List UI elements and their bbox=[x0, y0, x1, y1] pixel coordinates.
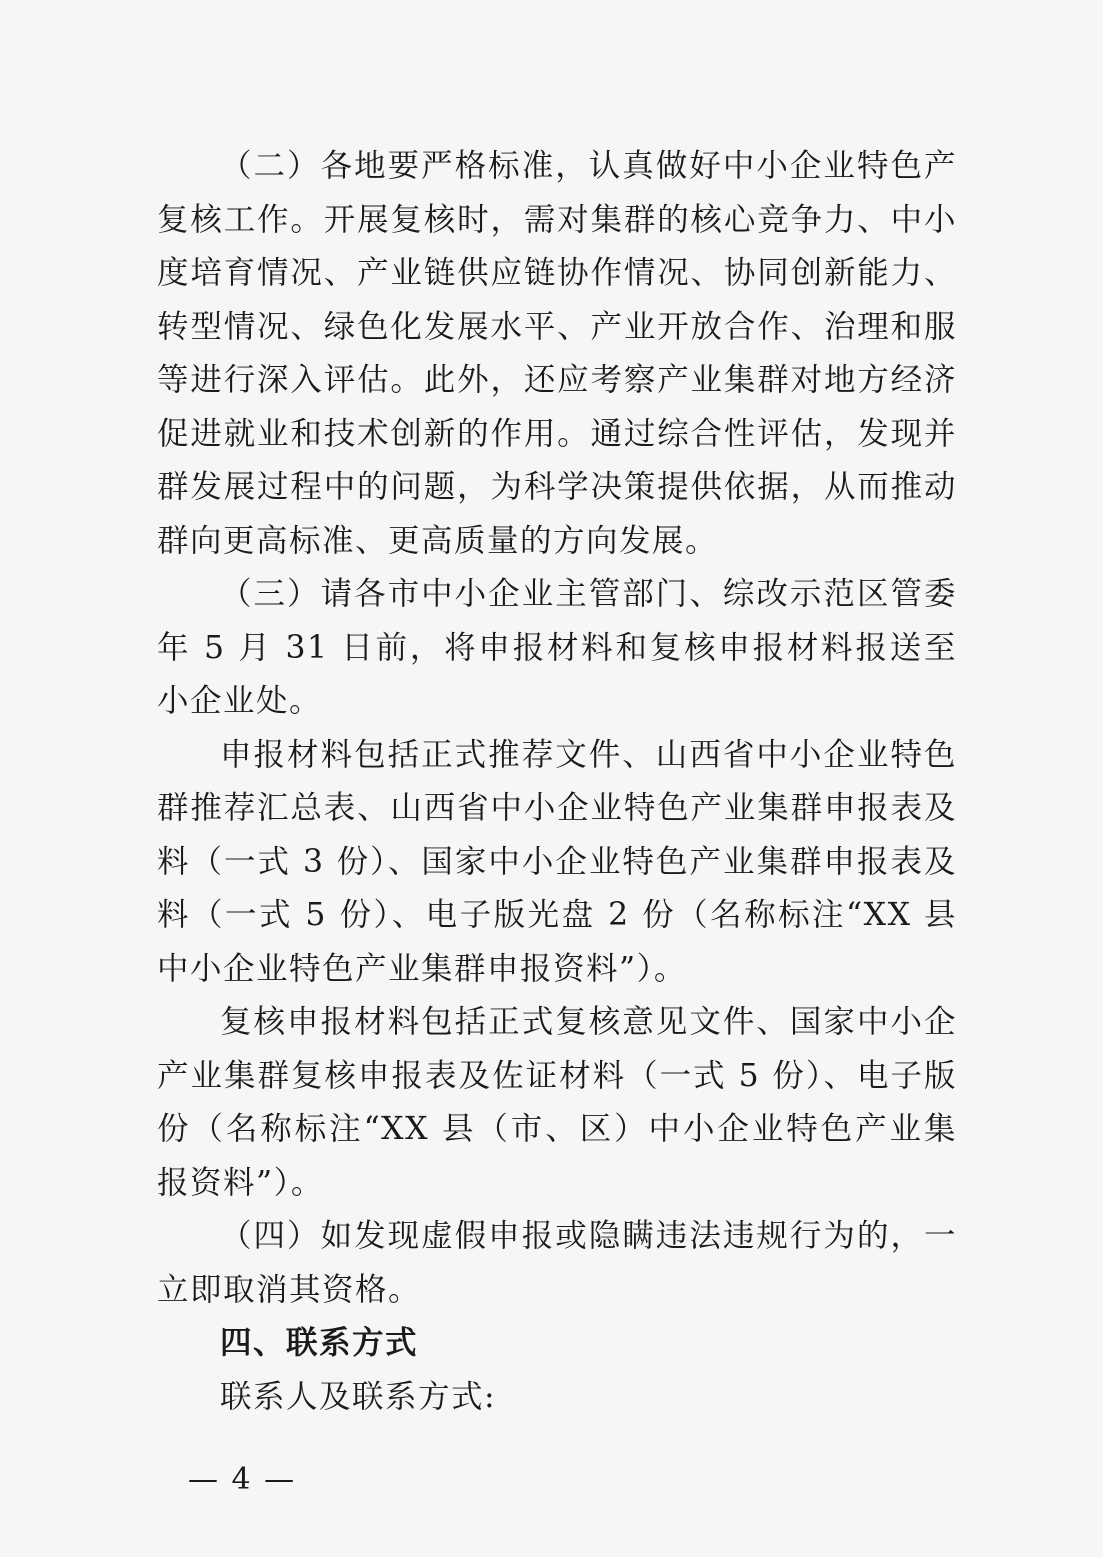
paragraph-line: 报资料”）。 bbox=[157, 1164, 324, 1201]
paragraph-line: （三）请各市中小企业主管部门、综改示范区管委 bbox=[220, 576, 957, 612]
paragraph-line: 转型情况、绿色化发展水平、产业开放合作、治理和服 bbox=[157, 308, 957, 345]
paragraph-line: 复核申报材料包括正式复核意见文件、国家中小企 bbox=[220, 1004, 957, 1040]
paragraph-line: （四）如发现虚假申报或隐瞒违法违规行为的，一 bbox=[220, 1218, 957, 1254]
paragraph-line: 料（一式 5 份）、电子版光盘 2 份（名称标注“XX 县 bbox=[157, 897, 957, 933]
body-text bbox=[157, 140, 957, 1424]
paragraph-line: 年 5 月 31 日前，将申报材料和复核申报材料报送至 bbox=[157, 629, 957, 666]
paragraph-line: 等进行深入评估。此外，还应考察产业集群对地方经济 bbox=[157, 362, 957, 398]
paragraph-line: 立即取消其资格。 bbox=[157, 1271, 422, 1308]
paragraph-line: 度培育情况、产业链供应链协作情况、协同创新能力、 bbox=[157, 255, 957, 291]
paragraph-line: 小企业处。 bbox=[157, 683, 323, 719]
paragraph-line: 份（名称标注“XX 县（市、区）中小企业特色产业集 bbox=[157, 1111, 957, 1147]
paragraph-line: 群向更高标准、更高质量的方向发展。 bbox=[157, 522, 719, 559]
paragraph-line: 申报材料包括正式推荐文件、山西省中小企业特色 bbox=[220, 736, 957, 773]
paragraph-line: 复核工作。开展复核时，需对集群的核心竞争力、中小 bbox=[157, 201, 957, 238]
paragraph-line: 群推荐汇总表、山西省中小企业特色产业集群申报表及 bbox=[157, 790, 957, 826]
paragraph-line: 料（一式 3 份）、国家中小企业特色产业集群申报表及 bbox=[157, 843, 957, 880]
paragraph-line: 产业集群复核申报表及佐证材料（一式 5 份）、电子版 bbox=[157, 1057, 957, 1094]
contact-line: 联系人及联系方式: bbox=[220, 1378, 497, 1415]
paragraph-line: 促进就业和技术创新的作用。通过综合性评估，发现并 bbox=[157, 415, 957, 452]
paragraph-line: （二）各地要严格标准，认真做好中小企业特色产 bbox=[220, 148, 957, 184]
page-number: — 4 — bbox=[188, 1462, 297, 1497]
paragraph-line: 群发展过程中的问题，为科学决策提供依据，从而推动 bbox=[157, 469, 957, 505]
paragraph-line: 中小企业特色产业集群申报资料”）。 bbox=[157, 950, 687, 987]
section-heading: 四、联系方式 bbox=[220, 1325, 419, 1361]
